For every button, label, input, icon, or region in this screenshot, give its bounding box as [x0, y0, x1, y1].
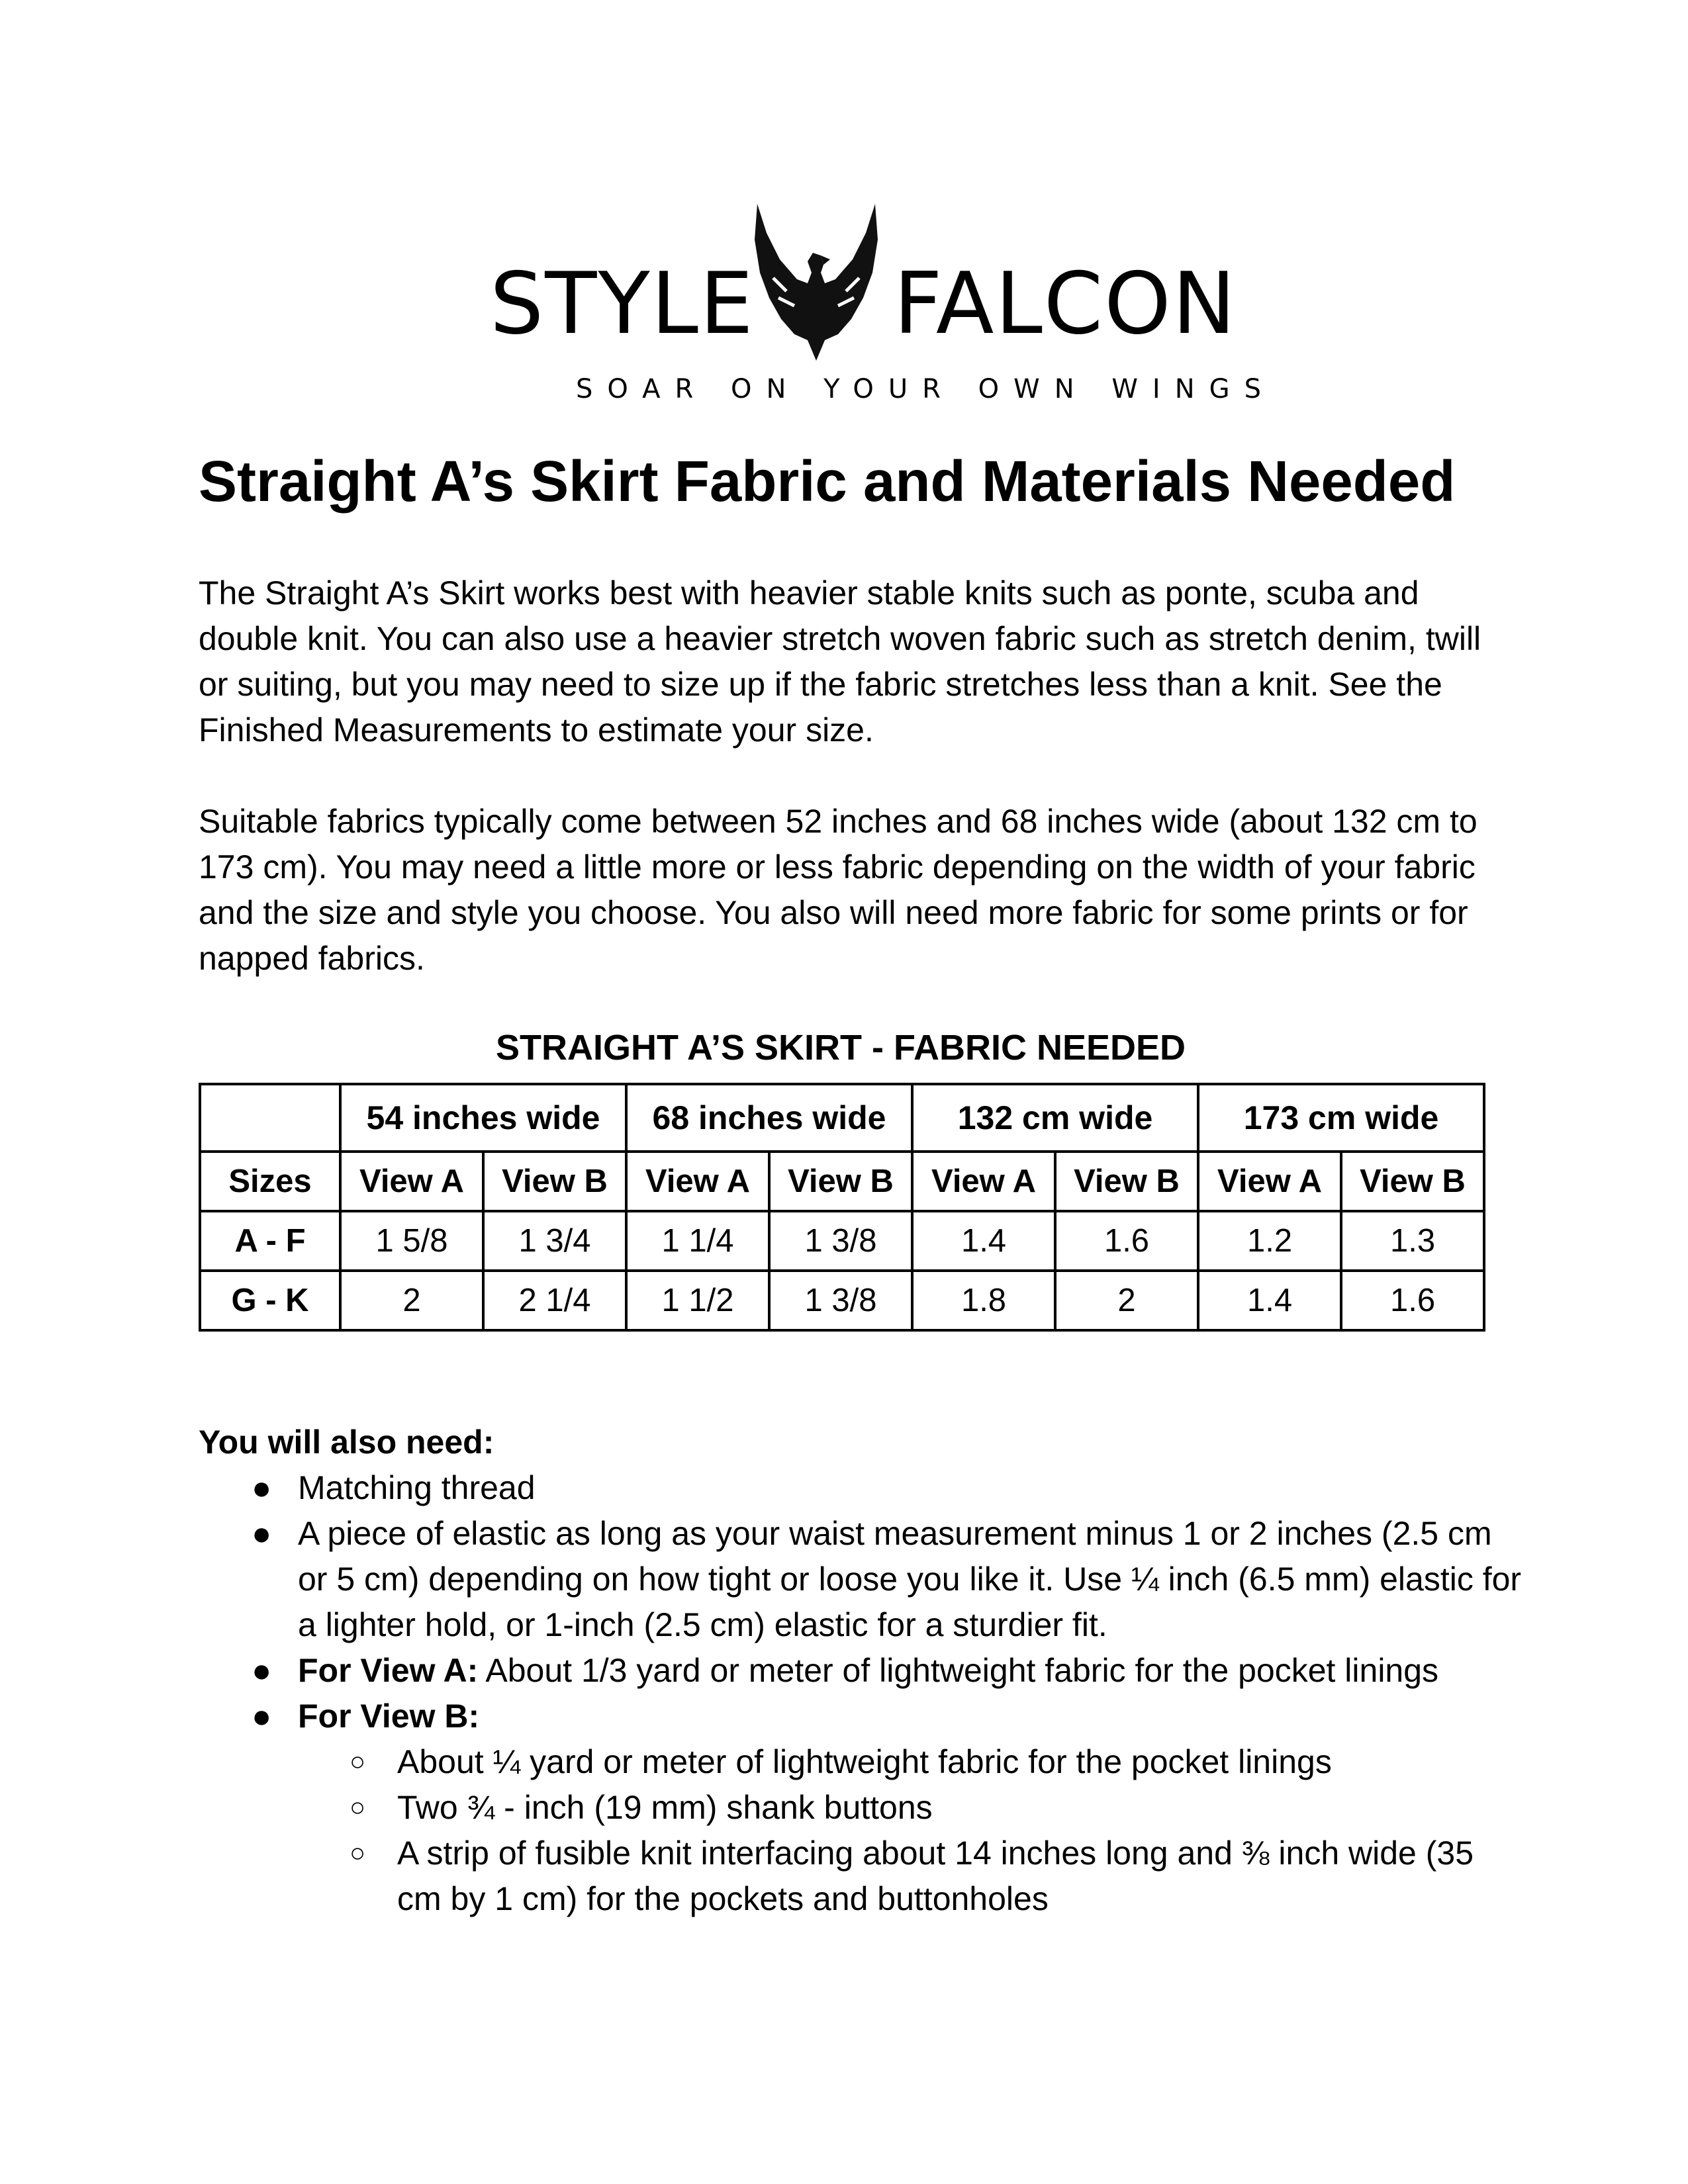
view-a-header: View A: [626, 1152, 769, 1211]
table-row: [200, 1271, 1484, 1330]
circle-bullet-icon: ○: [350, 1747, 366, 1776]
table-cell: 2: [1055, 1271, 1198, 1330]
list-item-text: Matching thread: [298, 1469, 536, 1506]
bullet-icon: ●: [252, 1469, 272, 1506]
table-cell: 1 5/8: [340, 1211, 483, 1271]
table-cell: 1 1/2: [626, 1271, 769, 1330]
table-cell: 1 3/4: [483, 1211, 626, 1271]
width-header: 132 cm wide: [912, 1084, 1198, 1152]
table-subheader-row: [200, 1152, 1484, 1211]
table-cell: 1.8: [912, 1271, 1055, 1330]
circle-bullet-icon: ○: [350, 1839, 366, 1868]
style-falcon-logo: [490, 199, 1276, 410]
list-item: [199, 1694, 1523, 1922]
view-b-header: View B: [1341, 1152, 1484, 1211]
fabric-needed-table: [199, 1083, 1485, 1332]
table-cell: 2: [340, 1271, 483, 1330]
page-title: Straight A’s Skirt Fabric and Materials Needed: [199, 449, 1456, 514]
view-b-header: View B: [483, 1152, 626, 1211]
falcon-icon: [747, 199, 886, 364]
sub-list-item: [298, 1831, 1523, 1922]
intro-paragraph: The Straight A’s Skirt works best with heavier stable knits such as ponte, scuba and double knit. You can also use a heavier stretch woven fabric such as stretch denim, twill or suiting, but you may need to size up if the fabric stretches less than a knit. See the Finished Measurements to estimate your size.: [199, 574, 1481, 749]
view-b-label: For View B:: [298, 1698, 480, 1735]
width-header: 68 inches wide: [626, 1084, 912, 1152]
fabric-width-paragraph: Suitable fabrics typically come between 52 inches and 68 inches wide (about 132 cm to 173 cm). You may need a little more or less fabric depending on the width of your fabric and the size and style you choose. You also will need more fabric for some prints or for napped fabrics.: [199, 803, 1477, 977]
materials-heading: You will also need:: [199, 1424, 494, 1461]
size-cell: G - K: [200, 1271, 340, 1330]
sub-list-item-text: Two ¾ - inch (19 mm) shank buttons: [397, 1789, 933, 1826]
bullet-icon: ●: [252, 1698, 272, 1735]
sub-list-item: [298, 1785, 1523, 1831]
width-header: 173 cm wide: [1198, 1084, 1484, 1152]
sub-list-item-text: About ¼ yard or meter of lightweight fabric for the pocket linings: [397, 1743, 1332, 1780]
view-a-header: View A: [340, 1152, 483, 1211]
table-cell: 2 1/4: [483, 1271, 626, 1330]
table-row: [200, 1211, 1484, 1271]
width-header: 54 inches wide: [340, 1084, 626, 1152]
circle-bullet-icon: ○: [350, 1793, 366, 1822]
table-cell: 1 1/4: [626, 1211, 769, 1271]
bullet-icon: ●: [252, 1652, 272, 1689]
table-title: STRAIGHT A’S SKIRT - FABRIC NEEDED: [495, 1028, 1186, 1068]
list-item: [199, 1511, 1523, 1648]
view-b-header: View B: [1055, 1152, 1198, 1211]
table-header-row: [200, 1084, 1484, 1152]
view-a-text: About 1/3 yard or meter of lightweight fabric for the pocket linings: [478, 1652, 1439, 1689]
table-cell: 1.4: [1198, 1271, 1341, 1330]
logo-word-falcon: FALCON: [894, 255, 1237, 353]
table-cell: 1.3: [1341, 1211, 1484, 1271]
size-cell: A - F: [200, 1211, 340, 1271]
sizes-header: Sizes: [200, 1152, 340, 1211]
table-cell: 1.6: [1055, 1211, 1198, 1271]
bullet-icon: ●: [252, 1515, 272, 1552]
table-corner-cell: [200, 1084, 340, 1152]
view-a-header: View A: [1198, 1152, 1341, 1211]
table-cell: 1.2: [1198, 1211, 1341, 1271]
view-b-header: View B: [769, 1152, 912, 1211]
table-cell: 1 3/8: [769, 1271, 912, 1330]
view-b-sublist: [298, 1739, 1523, 1922]
view-a-label: For View A:: [298, 1652, 479, 1689]
sub-list-item: [298, 1739, 1523, 1785]
table-cell: 1 3/8: [769, 1211, 912, 1271]
materials-list: [199, 1465, 1523, 1922]
list-item: [199, 1648, 1523, 1694]
table-cell: 1.6: [1341, 1271, 1484, 1330]
list-item: [199, 1465, 1523, 1511]
list-item-text: A piece of elastic as long as your waist measurement minus 1 or 2 inches (2.5 cm or 5 cm) depending on how tight or loose you like it. Use ¼ inch (6.5 mm) elastic for a lighter hold, or 1-inch (2.5 cm) elastic for a sturdier fit.: [298, 1515, 1522, 1643]
table-cell: 1.4: [912, 1211, 1055, 1271]
view-a-header: View A: [912, 1152, 1055, 1211]
logo-tagline: SOAR ON YOUR OWN WINGS: [576, 374, 1276, 404]
logo-word-style: STYLE: [490, 255, 755, 353]
sub-list-item-text: A strip of fusible knit interfacing about 14 inches long and ⅜ inch wide (35 cm by 1 cm) for the pockets and buttonholes: [397, 1835, 1474, 1917]
materials-section: [199, 1420, 1523, 1922]
